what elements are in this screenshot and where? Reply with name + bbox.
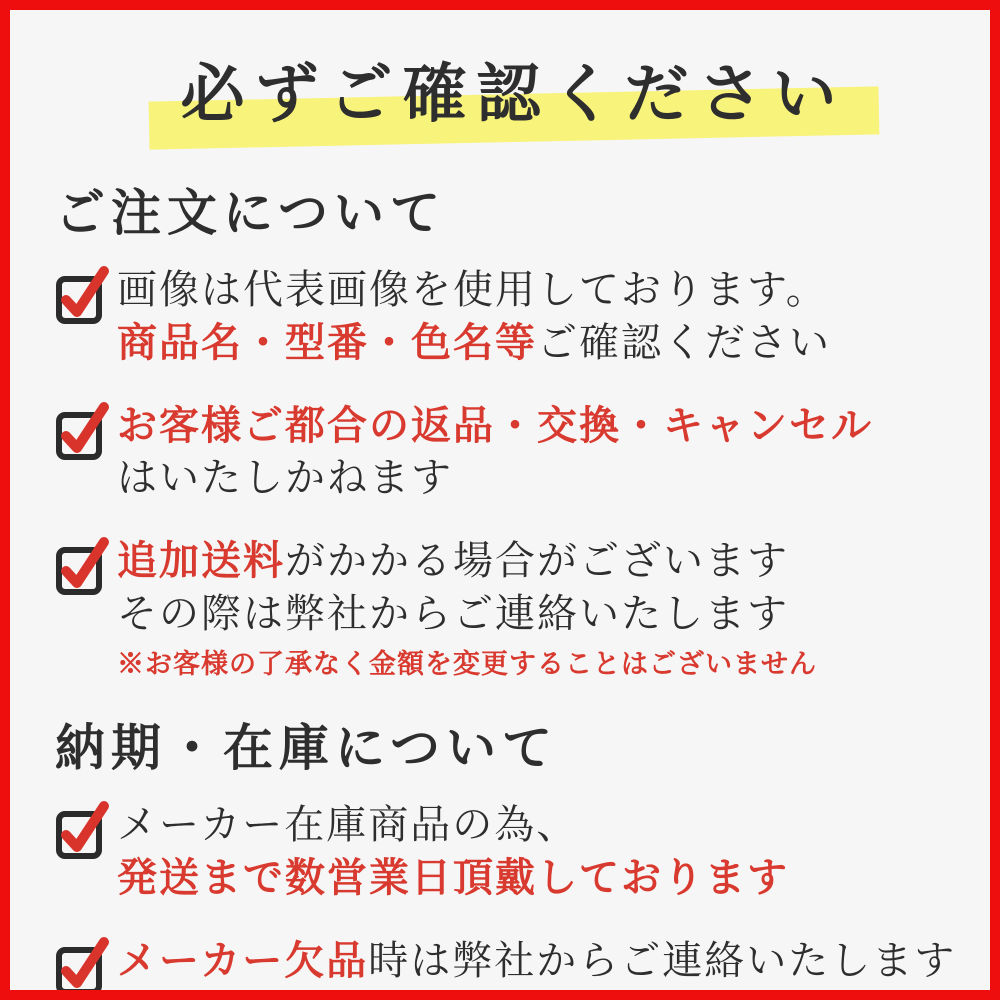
text-segment-emphasis: メーカー欠品 [117, 937, 369, 983]
item-line [117, 588, 817, 641]
text-segment: その際は弊社からご連絡いたします [117, 591, 789, 637]
item-line [117, 852, 789, 905]
text-segment: メーカー在庫商品の為、 [117, 802, 579, 847]
page-title-wrap [55, 50, 972, 140]
section-heading-orders: ご注文について [55, 184, 446, 241]
item-line [117, 535, 817, 588]
page-title: 必ずご確認ください [180, 59, 847, 130]
item-text [117, 264, 831, 370]
item-line [117, 317, 831, 370]
checklist-item-extra-shipping [55, 535, 972, 682]
section-heading-delivery: 納期・在庫について [55, 719, 558, 776]
text-segment: 画像は代表画像を使用しております。 [117, 267, 828, 313]
checkbox-checked-icon [55, 801, 107, 859]
checkbox-checked-icon [55, 937, 107, 995]
item-line [117, 935, 956, 988]
item-line [117, 264, 831, 317]
checkbox-checked-icon [55, 266, 107, 324]
section-delivery-stock [55, 717, 972, 995]
text-segment: はいたしかねます [117, 455, 453, 501]
item-line [117, 452, 873, 505]
item-text [117, 535, 817, 682]
checklist-item-maker-stock [55, 799, 972, 905]
checkbox-checked-icon [55, 537, 107, 595]
checklist-item-maker-shortage [55, 935, 972, 995]
checklist-item-no-returns [55, 400, 972, 506]
text-segment-emphasis: 商品名・型番・色名等 [117, 319, 537, 365]
item-line [117, 400, 873, 453]
text-segment-emphasis: お客様ご都合の返品・交換・キャンセル [117, 402, 873, 448]
item-text [117, 935, 956, 988]
item-text [117, 799, 789, 905]
checkbox-checked-icon [55, 402, 107, 460]
text-segment: ご確認ください [537, 319, 831, 365]
item-footnote [117, 647, 817, 683]
checklist-item-representative-image [55, 264, 972, 370]
text-segment-note: ※お客様の了承なく金額を変更することはございません [117, 648, 817, 679]
text-segment: 時は弊社からご連絡いたします [368, 937, 957, 983]
item-text [117, 400, 873, 506]
item-line [117, 799, 789, 852]
text-segment-emphasis: 追加送料 [117, 538, 285, 584]
text-segment: がかかる場合がございます [285, 538, 789, 584]
section-orders [55, 182, 972, 683]
text-segment-emphasis: 発送まで数営業日頂戴しております [117, 854, 789, 900]
